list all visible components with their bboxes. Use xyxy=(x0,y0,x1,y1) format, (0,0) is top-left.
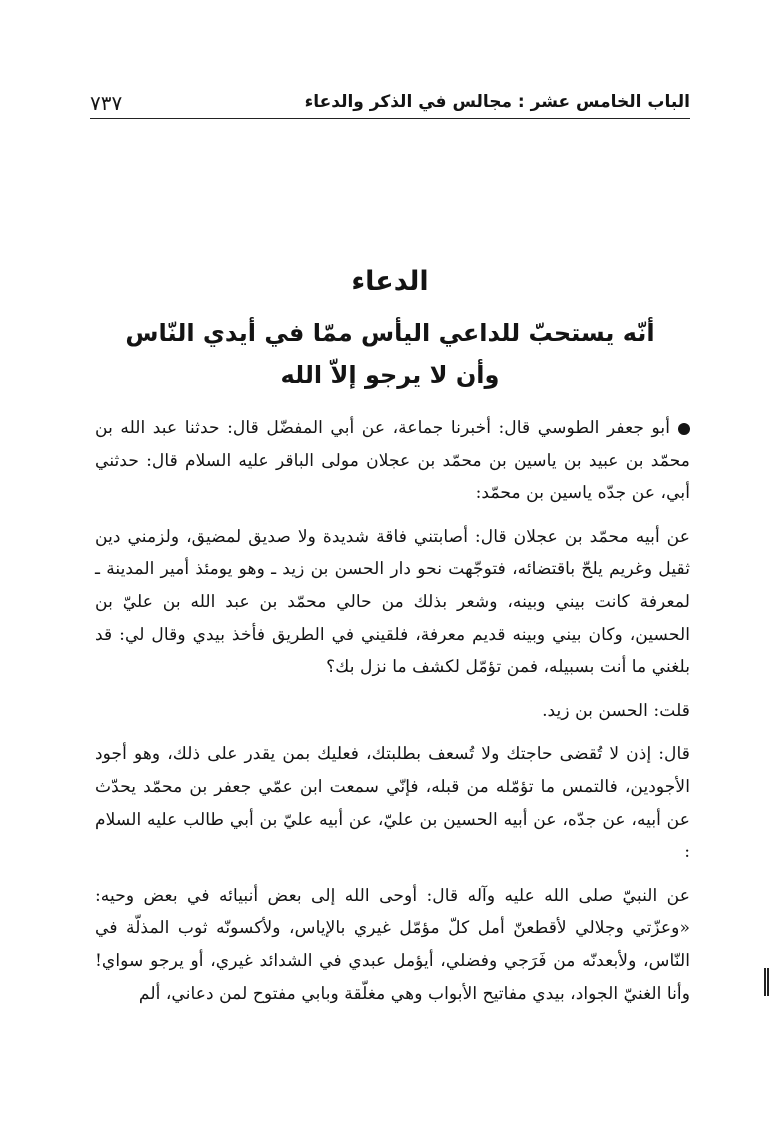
section-title: الدعاء xyxy=(351,266,429,297)
margin-bracket-mark xyxy=(764,968,769,996)
paragraph-4: قال: إذن لا تُقضى حاجتك ولا تُسعف بطلبتك، فعليك بمن يقدر على ذلك، وهو أجود الأجودين، فالتمس ما تؤمّله من قبله، فإنّي سمعت ابن عمّي جعفر بن محمّد يحدّث عن أبيه، عن جدّه، عن أبيه الحسين بن عليّ، عن أبيه عليّ بن أبي طالب عليه السلام : xyxy=(95,744,690,863)
subtitle-line-2: وأن لا يرجو إلاّ الله xyxy=(280,361,500,389)
running-title: الباب الخامس عشر : مجالس في الذكر والدعاء xyxy=(304,92,690,112)
bullet-icon xyxy=(678,423,690,435)
paragraph-5: عن النبيّ صلى الله عليه وآله قال: أوحى الله إلى بعض أنبيائه في بعض وحيه: «وعزّتي وجلالي لأقطعنّ أمل كلّ مؤمّل غيري بالإياس، ولأكسونّه ثوب المذلّة في النّاس، ولأبعدنّه من فَرَجي وفضلي، أيؤمل عبدي في الشدائد غيري، أو يرجو سواي! وأنا الغنيّ الجواد، بيدي مفاتيح الأبواب وهي مغلّقة وبابي مفتوح لمن دعاني، ألم xyxy=(95,885,690,1004)
paragraph-1 xyxy=(95,412,690,510)
page-header xyxy=(90,84,690,119)
paragraph-3: قلت: الحسن بن زيد. xyxy=(542,700,690,721)
paragraph-2: عن أبيه محمّد بن عجلان قال: أصابتني فاقة شديدة ولا صديق لمضيق، ولزمني دين ثقيل وغريم يلحّ باقتضائه، فتوجّهت نحو دار الحسن بن زيد ـ وهو يومئذ أمير المدينة ـ لمعرفة كانت بيني وبينه، وشعر بذلك من حالي محمّد بن عبد الله بن عليّ بن الحسين، وكان بيني وبينه قديم معرفة، فلقيني في الطريق فأخذ بيدي وقال لي: قد بلغني ما أنت بسبيله، فمن تؤمّل لكشف ما نزل بك؟ xyxy=(95,526,690,678)
paragraph-1-text: أبو جعفر الطوسي قال: أخبرنا جماعة، عن أبي المفضّل قال: حدثنا عبد الله بن محمّد بن عبيد بن ياسين بن محمّد بن عجلان مولى الباقر عليه السلام قال: حدثني أبي، عن جدّه ياسين بن محمّد: xyxy=(95,418,690,504)
page-number: ٧٣٧ xyxy=(90,91,123,115)
section-heading xyxy=(90,262,690,396)
section-subtitle xyxy=(90,312,690,396)
body-text xyxy=(95,412,690,1010)
subtitle-line-1: أنّه يستحبّ للداعي اليأس ممّا في أيدي النّاس xyxy=(125,319,655,347)
